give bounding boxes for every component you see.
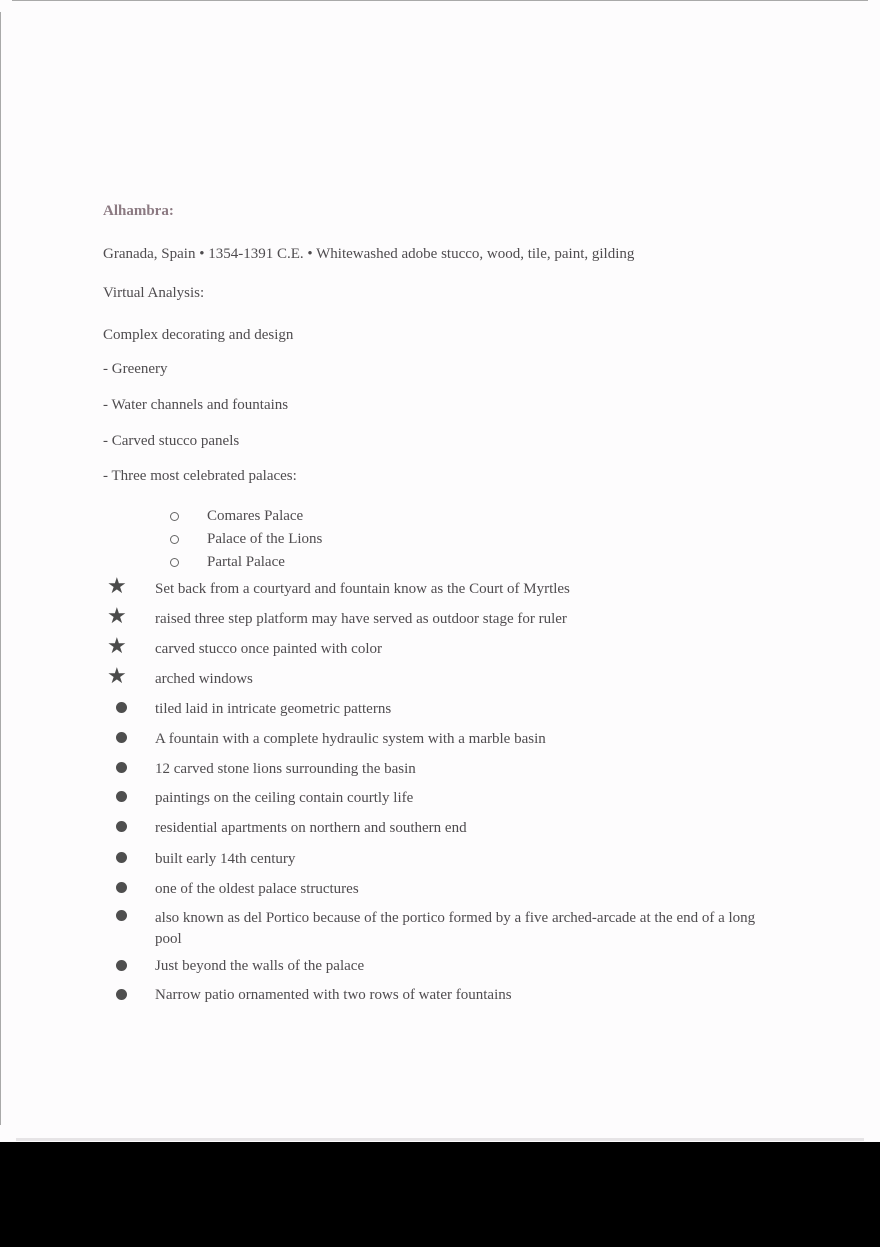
filled-circle-icon: [116, 960, 127, 971]
hollow-circle-icon: [170, 557, 180, 567]
palace-item: Partal Palace: [207, 554, 285, 570]
dot-item: one of the oldest palace structures: [155, 881, 359, 897]
analysis-heading: Virtual Analysis:: [103, 285, 205, 301]
filled-circle-icon: [116, 821, 127, 832]
star-item: Set back from a courtyard and fountain know as the Court of Myrtles: [155, 581, 570, 597]
palace-item: Palace of the Lions: [207, 531, 323, 547]
star-item: arched windows: [155, 671, 253, 687]
filled-circle-icon: [116, 732, 127, 743]
filled-circle-icon: [116, 882, 127, 893]
filled-circle-icon: [116, 910, 127, 921]
star-icon: ★: [107, 664, 127, 689]
star-icon: ★: [107, 604, 127, 629]
dot-item: A fountain with a complete hydraulic system with a marble basin: [155, 731, 546, 747]
dot-item: Narrow patio ornamented with two rows of water fountains: [155, 987, 512, 1003]
dot-item: residential apartments on northern and southern end: [155, 820, 467, 836]
dash-item: - Greenery: [103, 361, 168, 377]
page-bottom-border: [16, 1138, 864, 1141]
filled-circle-icon: [116, 791, 127, 802]
filled-circle-icon: [116, 989, 127, 1000]
filled-circle-icon: [116, 762, 127, 773]
filled-circle-icon: [116, 702, 127, 713]
filled-circle-icon: [116, 852, 127, 863]
hollow-circle-icon: [170, 511, 180, 521]
page-top-border: [12, 0, 868, 1]
dot-item: tiled laid in intricate geometric patterns: [155, 701, 392, 717]
meta-line: Granada, Spain • 1354-1391 C.E. • Whitewashed adobe stucco, wood, tile, paint, gilding: [103, 246, 635, 262]
star-icon: ★: [107, 574, 127, 599]
page-left-border: [0, 12, 1, 1125]
dot-item: paintings on the ceiling contain courtly life: [155, 790, 414, 806]
dot-item: Just beyond the walls of the palace: [155, 958, 365, 974]
dash-item: - Carved stucco panels: [103, 433, 240, 449]
palace-item: Comares Palace: [207, 508, 304, 524]
document-title: Alhambra:: [103, 203, 174, 219]
dot-item: 12 carved stone lions surrounding the basin: [155, 761, 416, 777]
dash-item: - Water channels and fountains: [103, 397, 289, 413]
star-item: raised three step platform may have served as outdoor stage for ruler: [155, 611, 567, 627]
dash-item: - Three most celebrated palaces:: [103, 468, 297, 484]
star-item: carved stucco once painted with color: [155, 641, 382, 657]
intro-text: Complex decorating and design: [103, 327, 294, 343]
dot-item: also known as del Portico because of the portico formed by a five arched-arcade at the end of a long pool: [155, 910, 756, 947]
dot-item: built early 14th century: [155, 851, 296, 867]
star-icon: ★: [107, 634, 127, 659]
hollow-circle-icon: [170, 534, 180, 544]
